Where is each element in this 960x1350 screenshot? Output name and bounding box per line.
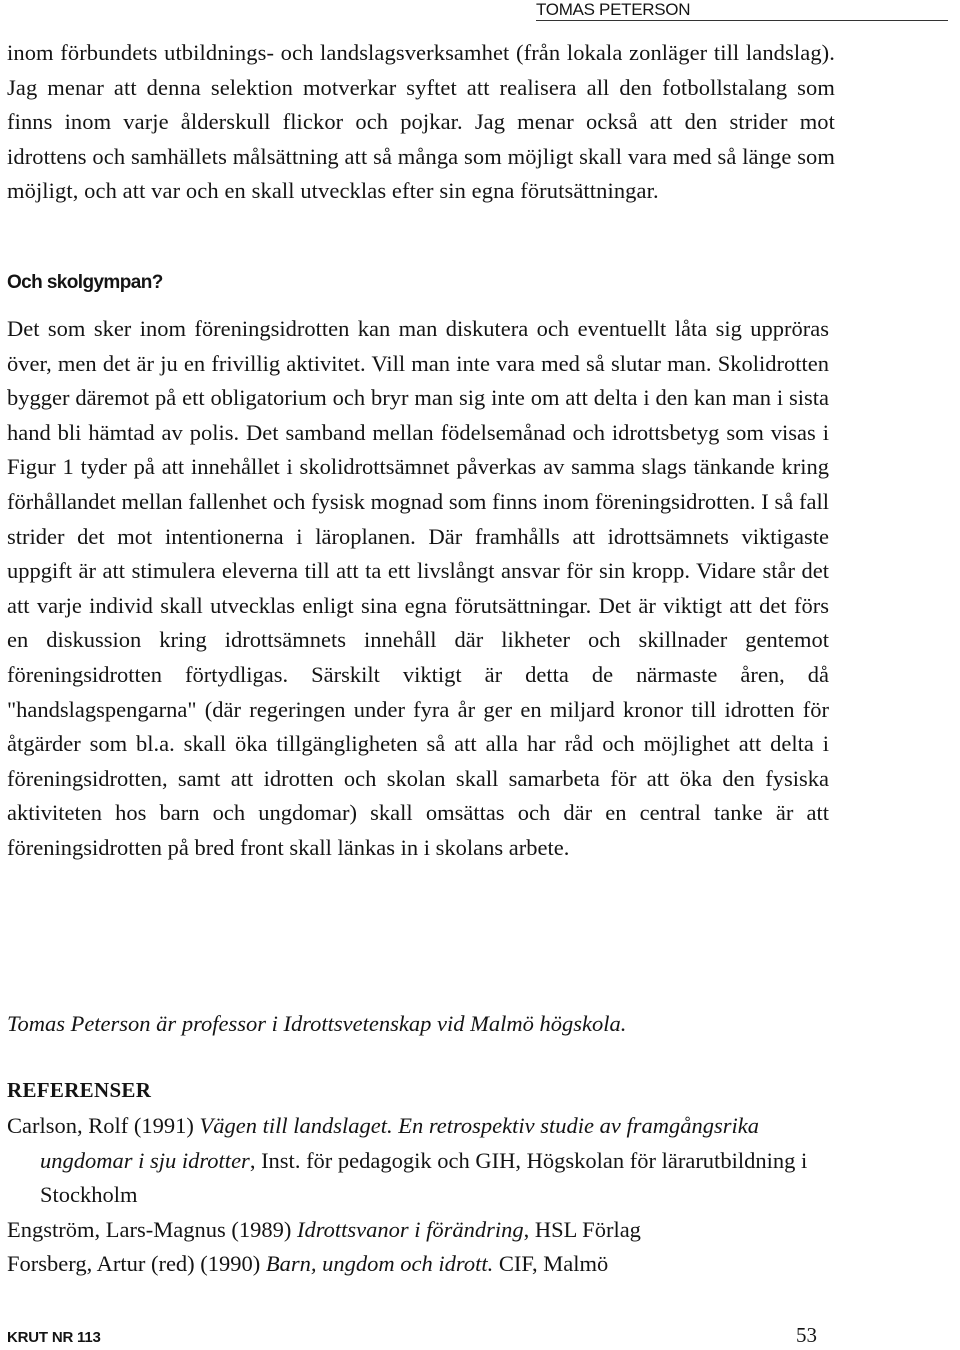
reference-author: Carlson, Rolf (1991) (7, 1113, 200, 1138)
references-heading: REFERENSER (7, 1078, 152, 1102)
reference-title: Idrottsvanor i förändring (296, 1216, 524, 1242)
reference-publisher: , Inst. för pedagogik och GIH, Högskolan för lärarutbildning i Stockholm (40, 1147, 808, 1207)
body-paragraph-2: Det som sker inom föreningsidrotten kan man diskutera och eventuellt låta sig uppröras över, men det är ju en frivillig aktivitet. Vill man inte vara med så slutar man. Skolidrotten bygger däremot på ett obligatorium och bryr man sig inte om att delta i den kan man i sista hand bli hämtad av polis. Det samband mellan födelsemånad och idrottsbetyg som visas i Figur 1 tyder på att innehållet i skolidrottsämnet påverkas av samma slags tänkande kring förhållandet mellan fallenhet och fysisk mognad som finns inom föreningsidrotten. I så fall strider det mot intentionerna i läroplanen. Där framhålls att idrottsämnets viktigaste uppgift är att stimulera eleverna till att ta ett livslångt ansvar för sin kropp. Vidare står det att varje individ skall utvecklas enligt sina egna förutsättningar. Det är viktigt att det förs en diskussion kring idrottsämnets innehåll där likheter och skillnader gentemot föreningsidrotten förtydligas. Särskilt viktigt är detta de närmaste åren, då "handslagspengarna" (där regeringen under fyra år ger en miljard kronor till idrotten för åtgärder som bl.a. skall öka tillgängligheten så att alla har råd och möjlighet att delta i föreningsidrotten, samt att idrotten och skolan skall samarbeta för att öka den fysiska aktiviteten hos barn och ungdomar) skall omsättas och där en central tanke är att föreningsidrotten på bred front skall länkas in i skolans arbete. (7, 316, 829, 860)
section-heading: Och skolgympan? (7, 272, 163, 293)
reference-item (7, 1109, 837, 1213)
running-head: TOMAS PETERSON (536, 0, 691, 19)
reference-title: Vägen till landslaget. En retrospektiv studie av framgångsrika ungdomar i sju idrotter (40, 1113, 759, 1173)
author-bio: Tomas Peterson är professor i Idrottsvetenskap vid Malmö högskola. (7, 1011, 627, 1036)
header-rule (536, 20, 948, 21)
reference-publisher: , HSL Förlag (523, 1216, 641, 1242)
journal-footer: KRUT NR 113 (7, 1329, 101, 1346)
reference-item (7, 1247, 837, 1282)
reference-item (7, 1213, 837, 1248)
page-number: 53 (796, 1323, 817, 1347)
references-list (7, 1109, 837, 1282)
body-paragraph-1: inom förbundets utbildnings- och landslagsverksamhet (från lokala zonläger till landslag). Jag menar att denna selektion motverkar syftet att realisera all den fotbollstalang som finns inom varje ålderskull flickor och pojkar. Jag menar också att den strider mot idrottens och samhällets målsättning att så många som möjligt skall vara med så länge som möjligt, och att var och en skall utvecklas efter sin egna förutsättningar. (7, 40, 835, 203)
reference-author: Engström, Lars-Magnus (1989) (7, 1216, 297, 1242)
reference-author: Forsberg, Artur (red) (1990) (7, 1251, 266, 1276)
reference-publisher: CIF, Malmö (493, 1251, 609, 1276)
reference-title: Barn, ungdom och idrott. (265, 1251, 494, 1276)
